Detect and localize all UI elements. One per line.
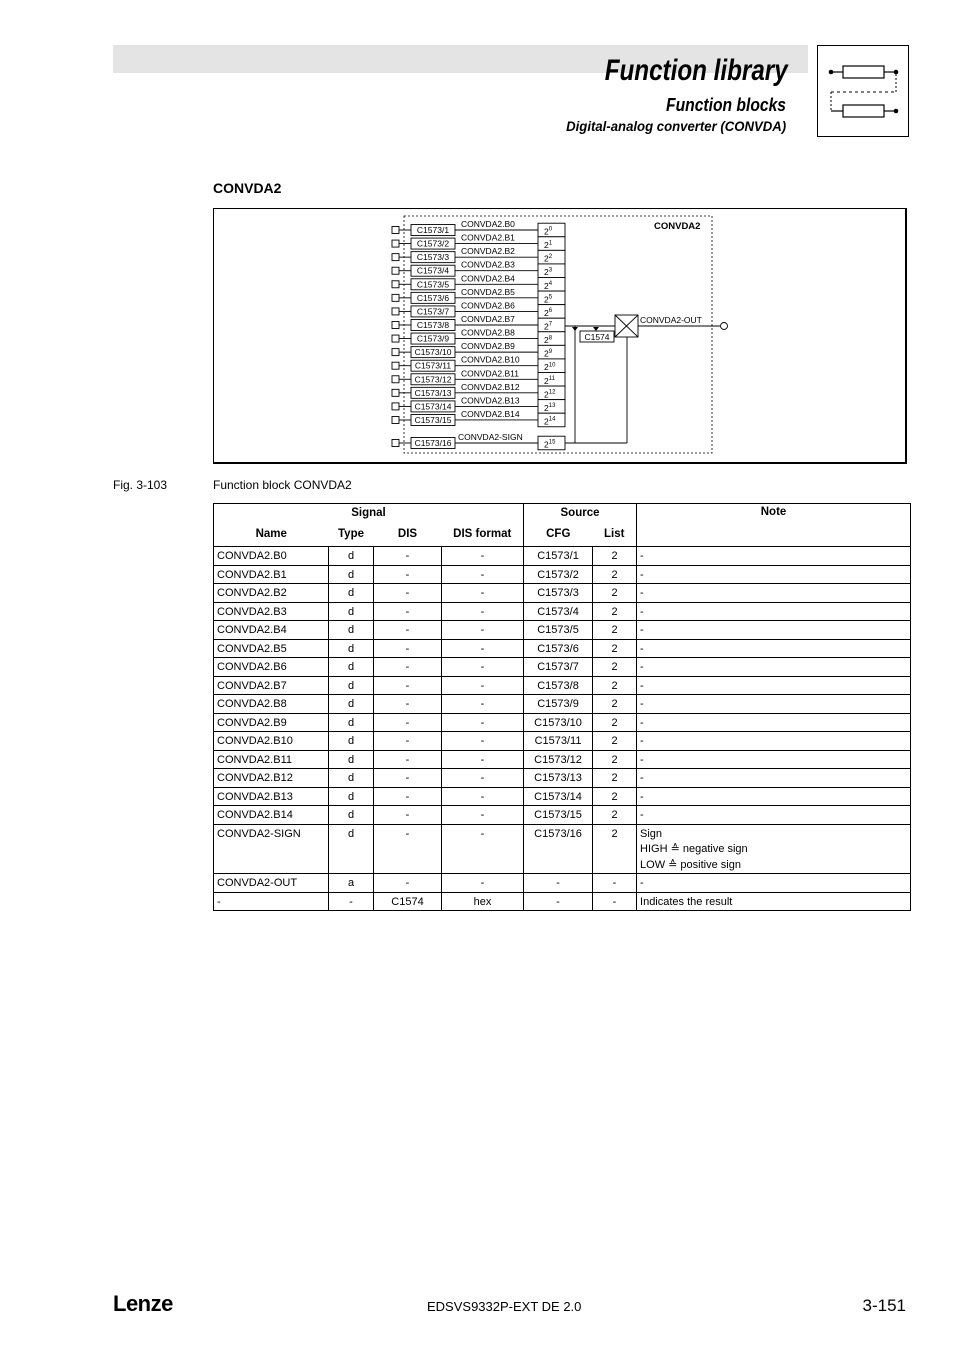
bit-weight-exponent: 15: [548, 439, 556, 446]
cell-dis-format: -: [442, 824, 524, 874]
bit-weight-exponent: 1: [548, 240, 553, 247]
cell-note: [637, 565, 911, 584]
config-code-text: C1573/7: [416, 306, 450, 317]
cell-dis-format: -: [442, 565, 524, 584]
note-line: -: [640, 624, 644, 636]
config-code-text: C1573/6: [416, 292, 450, 303]
input-pin: [392, 440, 399, 447]
cell-cfg: C1573/12: [524, 750, 593, 769]
cell-name: CONVDA2.B12: [214, 769, 329, 788]
cell-cfg: -: [524, 874, 593, 893]
cell-note: [637, 824, 911, 874]
config-code-text: C1573/3: [416, 252, 450, 263]
cell-type: d: [329, 602, 374, 621]
cell-note: [637, 676, 911, 695]
note-line: -: [640, 679, 644, 692]
bit-weight-base: 2: [544, 307, 549, 318]
signal-label: CONVDA2.B4: [461, 273, 515, 284]
cell-note: [637, 892, 911, 911]
cell-name: CONVDA2.B5: [214, 639, 329, 658]
cell-cfg: C1573/1: [524, 547, 593, 566]
table-row: [214, 892, 911, 911]
input-row: [392, 432, 565, 450]
input-pin: [392, 240, 399, 247]
figure-number: Fig. 3-103: [113, 478, 168, 492]
cell-dis-format: -: [442, 732, 524, 751]
config-code-text: C1573/11: [414, 360, 452, 371]
page-title: Function library: [605, 54, 788, 87]
cell-name: CONVDA2-SIGN: [214, 824, 329, 874]
cell-cfg: C1573/15: [524, 806, 593, 825]
signal-label: CONVDA2.B13: [461, 395, 520, 406]
icon-dot: [894, 109, 899, 114]
icon-dot: [894, 70, 899, 75]
cell-name: CONVDA2.B0: [214, 547, 329, 566]
note-line: -: [640, 661, 644, 673]
cell-dis: -: [374, 621, 442, 640]
bit-weight-base: 2: [544, 280, 549, 291]
bit-weight-base: 2: [544, 439, 549, 450]
cell-name: CONVDA2.B3: [214, 602, 329, 621]
cell-type: d: [329, 750, 374, 769]
cell-list: 2: [593, 658, 637, 677]
signal-label: CONVDA2.B1: [461, 232, 515, 243]
cell-dis: -: [374, 695, 442, 714]
table-row: [214, 602, 911, 621]
signal-label: CONVDA2.B2: [461, 246, 515, 257]
config-code-text: C1573/4: [416, 265, 450, 276]
cell-name: CONVDA2.B4: [214, 621, 329, 640]
bit-weight-base: 2: [544, 267, 549, 278]
signal-label: CONVDA2.B10: [461, 354, 520, 365]
cell-note: [637, 547, 911, 566]
cell-list: 2: [593, 547, 637, 566]
cell-note: [637, 732, 911, 751]
cell-dis: -: [374, 732, 442, 751]
cell-type: d: [329, 621, 374, 640]
signal-label: CONVDA2.B8: [461, 327, 515, 338]
cell-list: 2: [593, 769, 637, 788]
output-label: CONVDA2-OUT: [640, 315, 702, 325]
cell-list: -: [593, 874, 637, 893]
cell-name: -: [214, 892, 329, 911]
type-header: Type: [329, 523, 374, 547]
bit-weight-base: 2: [544, 253, 549, 264]
input-pin: [392, 403, 399, 410]
bit-weight-exponent: 9: [548, 348, 553, 355]
bit-weight-base: 2: [544, 348, 549, 359]
cell-type: a: [329, 874, 374, 893]
function-block-diagram-icon: [818, 46, 908, 136]
table-row: [214, 874, 911, 893]
table-row: [214, 824, 911, 874]
convda2-block-diagram: [213, 208, 907, 464]
cell-note: [637, 769, 911, 788]
signal-label: CONVDA2.B0: [461, 219, 515, 229]
config-code-text: C1573/5: [416, 279, 450, 290]
cell-dis-format: -: [442, 584, 524, 603]
input-pin: [392, 281, 399, 288]
config-code-text: C1573/15: [414, 414, 452, 425]
note-line: HIGH ≙ negative sign: [640, 843, 748, 855]
cell-dis: -: [374, 713, 442, 732]
cell-type: d: [329, 769, 374, 788]
cell-name: CONVDA2.B13: [214, 787, 329, 806]
table-row: [214, 750, 911, 769]
note-line: -: [640, 550, 644, 562]
cell-type: d: [329, 806, 374, 825]
cell-cfg: C1573/11: [524, 732, 593, 751]
cell-cfg: C1573/13: [524, 769, 593, 788]
cell-dis: C1574: [374, 892, 442, 911]
cell-dis: -: [374, 584, 442, 603]
note-line: -: [640, 568, 644, 581]
cell-list: 2: [593, 713, 637, 732]
note-line: -: [640, 642, 644, 655]
cell-cfg: C1573/7: [524, 658, 593, 677]
cell-list: 2: [593, 584, 637, 603]
cell-cfg: C1573/14: [524, 787, 593, 806]
cell-list: 2: [593, 565, 637, 584]
table-row: [214, 621, 911, 640]
signal-label: CONVDA2.B6: [461, 300, 515, 311]
note-line: -: [640, 587, 644, 599]
cell-note: [637, 584, 911, 603]
cell-dis-format: -: [442, 621, 524, 640]
table-row: [214, 769, 911, 788]
table-row: [214, 787, 911, 806]
config-code-text: C1573/16: [414, 438, 452, 448]
input-pin: [392, 416, 399, 423]
cell-type: d: [329, 695, 374, 714]
page-subsubtitle: Digital-analog converter (CONVDA): [566, 118, 786, 134]
signal-label: CONVDA2.B9: [461, 341, 515, 352]
cell-name: CONVDA2.B2: [214, 584, 329, 603]
cell-cfg: C1573/5: [524, 621, 593, 640]
cell-dis-format: -: [442, 874, 524, 893]
cell-dis-format: -: [442, 547, 524, 566]
cell-cfg: C1573/8: [524, 676, 593, 695]
param-code-text: C1574: [584, 332, 610, 342]
list-header: List: [593, 523, 637, 547]
note-header: Note: [637, 504, 911, 547]
cell-note: [637, 874, 911, 893]
input-pin: [392, 321, 399, 328]
cell-dis: -: [374, 565, 442, 584]
bit-weight-exponent: 13: [548, 403, 556, 410]
config-code-text: C1573/10: [414, 347, 452, 358]
table-row: [214, 806, 911, 825]
cell-cfg: -: [524, 892, 593, 911]
cell-cfg: C1573/6: [524, 639, 593, 658]
cell-dis-format: -: [442, 676, 524, 695]
page-subtitle: Function blocks: [666, 95, 786, 115]
bit-weight-exponent: 5: [548, 294, 553, 301]
cell-list: 2: [593, 639, 637, 658]
note-line: -: [640, 790, 644, 803]
cell-cfg: C1573/9: [524, 695, 593, 714]
signal-label: CONVDA2.B14: [461, 408, 520, 419]
cell-name: CONVDA2.B6: [214, 658, 329, 677]
cell-type: d: [329, 676, 374, 695]
input-pin: [392, 362, 399, 369]
cell-note: [637, 750, 911, 769]
bit-weight-base: 2: [544, 389, 549, 400]
cell-type: d: [329, 584, 374, 603]
cell-dis-format: -: [442, 806, 524, 825]
function-block-icon: [817, 45, 909, 137]
input-pin: [392, 308, 399, 315]
cell-list: 2: [593, 787, 637, 806]
page-number: 3-151: [862, 1296, 906, 1315]
signal-table: [213, 503, 911, 911]
document-id: EDSVS9332P-EXT DE 2.0: [427, 1299, 582, 1314]
cell-name: CONVDA2.B11: [214, 750, 329, 769]
table-row: [214, 676, 911, 695]
note-line: -: [640, 735, 644, 747]
bit-weight-exponent: 11: [548, 375, 555, 382]
cell-note: [637, 787, 911, 806]
note-line: -: [640, 809, 644, 821]
cell-dis: -: [374, 874, 442, 893]
note-line: Sign: [640, 827, 663, 840]
cell-dis: -: [374, 639, 442, 658]
icon-block: [843, 66, 884, 78]
cell-dis: -: [374, 750, 442, 769]
icon-dot: [829, 70, 834, 75]
cell-list: -: [593, 892, 637, 911]
note-line: -: [640, 698, 644, 710]
cell-type: d: [329, 565, 374, 584]
bit-weight-exponent: 8: [548, 335, 553, 342]
cfg-header: CFG: [524, 523, 593, 547]
cell-dis: -: [374, 824, 442, 874]
bit-weight-exponent: 14: [548, 416, 556, 423]
bit-weight-exponent: 2: [548, 253, 553, 260]
bit-weight-base: 2: [544, 416, 549, 427]
cell-name: CONVDA2.B8: [214, 695, 329, 714]
arrow-down-icon: [593, 327, 599, 331]
cell-name: CONVDA2-OUT: [214, 874, 329, 893]
config-code-text: C1573/1: [416, 225, 450, 235]
output-pin: [721, 323, 728, 330]
note-line: LOW ≙ positive sign: [640, 858, 741, 871]
dis-header: DIS: [374, 523, 442, 547]
cell-list: 2: [593, 732, 637, 751]
cell-list: 2: [593, 750, 637, 769]
input-pin: [392, 294, 399, 301]
config-code-text: C1573/13: [414, 387, 452, 398]
bit-weight-exponent: 4: [548, 280, 553, 287]
dis-format-header: DIS format: [442, 523, 524, 547]
bit-weight-base: 2: [544, 362, 549, 373]
cell-dis: -: [374, 547, 442, 566]
name-header: Name: [214, 523, 329, 547]
cell-dis: -: [374, 676, 442, 695]
config-code-text: C1573/8: [416, 319, 450, 330]
cell-dis-format: -: [442, 787, 524, 806]
cell-type: d: [329, 639, 374, 658]
cell-list: 2: [593, 621, 637, 640]
cell-name: CONVDA2.B7: [214, 676, 329, 695]
bit-weight-base: 2: [544, 294, 549, 305]
input-pin: [392, 254, 399, 261]
figure-caption: Function block CONVDA2: [213, 478, 352, 492]
cell-list: 2: [593, 806, 637, 825]
cell-dis-format: -: [442, 658, 524, 677]
signal-label: CONVDA2.B5: [461, 286, 515, 297]
cell-cfg: C1573/10: [524, 713, 593, 732]
bit-weight-base: 2: [544, 321, 549, 332]
input-pin: [392, 376, 399, 383]
signal-label: CONVDA2.B7: [461, 313, 515, 324]
cell-list: 2: [593, 602, 637, 621]
bit-weight-exponent: 0: [548, 226, 553, 233]
cell-dis: -: [374, 602, 442, 621]
cell-list: 2: [593, 695, 637, 714]
cell-dis-format: -: [442, 750, 524, 769]
input-pin: [392, 227, 399, 234]
cell-note: [637, 713, 911, 732]
section-title: CONVDA2: [213, 180, 282, 196]
signal-label: CONVDA2.B12: [461, 381, 520, 392]
icon-block: [843, 105, 884, 117]
table-row: [214, 584, 911, 603]
bit-weight-base: 2: [544, 226, 549, 237]
note-line: -: [640, 605, 644, 618]
signal-label: CONVDA2.B11: [461, 368, 519, 379]
cell-name: CONVDA2.B14: [214, 806, 329, 825]
cell-dis-format: -: [442, 769, 524, 788]
bit-weight-base: 2: [544, 375, 549, 386]
table-row: [214, 658, 911, 677]
cell-dis-format: -: [442, 695, 524, 714]
cell-note: [637, 806, 911, 825]
cell-note: [637, 602, 911, 621]
note-line: Indicates the result: [640, 895, 733, 908]
cell-cfg: C1573/2: [524, 565, 593, 584]
input-pin: [392, 267, 399, 274]
bit-weight-exponent: 7: [548, 321, 553, 328]
cell-type: d: [329, 732, 374, 751]
table-row: [214, 547, 911, 566]
cell-type: d: [329, 547, 374, 566]
source-group-header: Source: [524, 504, 637, 523]
input-pin: [392, 335, 399, 342]
cell-note: [637, 658, 911, 677]
input-pin: [392, 389, 399, 396]
cell-cfg: C1573/16: [524, 824, 593, 874]
note-line: -: [640, 772, 644, 784]
table-row: [214, 565, 911, 584]
cell-dis-format: -: [442, 713, 524, 732]
table-row: [214, 695, 911, 714]
table-row: [214, 732, 911, 751]
cell-dis: -: [374, 787, 442, 806]
bit-weight-base: 2: [544, 240, 549, 251]
cell-dis: -: [374, 806, 442, 825]
table-body: [214, 547, 911, 911]
cell-note: [637, 621, 911, 640]
cell-cfg: C1573/3: [524, 584, 593, 603]
cell-name: CONVDA2.B1: [214, 565, 329, 584]
cell-cfg: C1573/4: [524, 602, 593, 621]
cell-note: [637, 695, 911, 714]
config-code-text: C1573/14: [414, 401, 452, 412]
cell-name: CONVDA2.B9: [214, 713, 329, 732]
cell-type: d: [329, 658, 374, 677]
config-code-text: C1573/12: [414, 374, 452, 385]
cell-type: -: [329, 892, 374, 911]
note-line: -: [640, 877, 644, 889]
lenze-logo: Lenze: [113, 1291, 173, 1316]
signal-label: CONVDA2.B3: [461, 259, 515, 270]
bit-weight-base: 2: [544, 335, 549, 346]
input-rows: [392, 219, 565, 450]
bit-weight-exponent: 12: [548, 389, 556, 396]
cell-type: d: [329, 824, 374, 874]
cell-list: 2: [593, 676, 637, 695]
config-code-text: C1573/2: [416, 238, 450, 249]
signal-label: CONVDA2-SIGN: [458, 432, 523, 442]
config-code-text: C1573/9: [416, 333, 450, 344]
block-name: CONVDA2: [654, 221, 701, 232]
input-pin: [392, 349, 399, 356]
cell-dis-format: -: [442, 639, 524, 658]
note-line: -: [640, 716, 644, 729]
table-row: [214, 639, 911, 658]
cell-note: [637, 639, 911, 658]
bit-weight-exponent: 6: [548, 308, 553, 315]
arrow-down-icon: [572, 327, 578, 331]
bit-weight-base: 2: [544, 402, 549, 413]
cell-name: CONVDA2.B10: [214, 732, 329, 751]
note-line: -: [640, 753, 644, 766]
bit-weight-exponent: 3: [548, 267, 553, 274]
cell-type: d: [329, 787, 374, 806]
cell-dis-format: hex: [442, 892, 524, 911]
table-group-header-row: [214, 504, 911, 523]
cell-dis-format: -: [442, 602, 524, 621]
cell-dis: -: [374, 769, 442, 788]
cell-list: 2: [593, 824, 637, 874]
bit-weight-exponent: 10: [548, 362, 556, 369]
signal-group-header: Signal: [214, 504, 524, 523]
cell-dis: -: [374, 658, 442, 677]
table-row: [214, 713, 911, 732]
cell-type: d: [329, 713, 374, 732]
